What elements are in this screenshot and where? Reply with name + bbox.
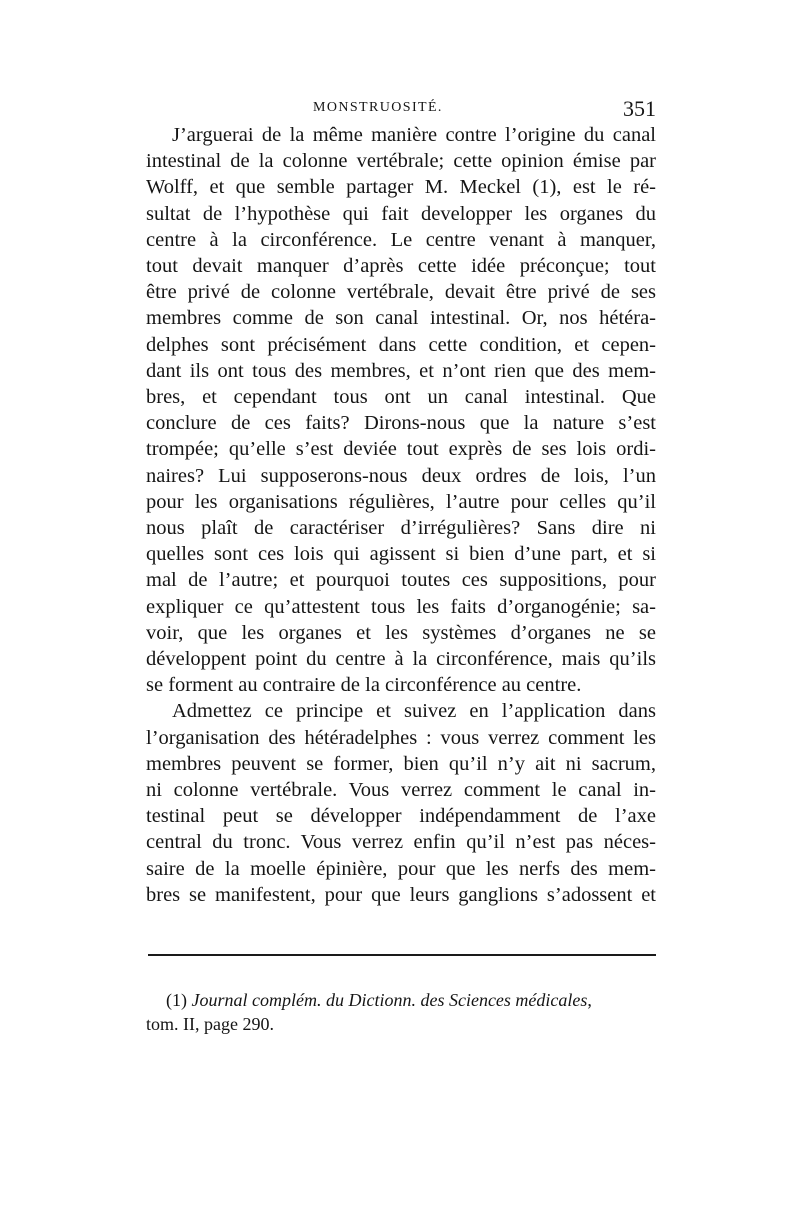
text-line: central du tronc. Vous verrez enfin qu’il n’est pas néces- <box>146 831 656 854</box>
footnote <box>146 988 656 1036</box>
text-line: trompée; qu’elle s’est deviée tout exprès de ses lois ordi- <box>146 438 656 461</box>
text-line: Admettez ce principe et suivez en l’application dans <box>172 700 656 723</box>
text-line: naires? Lui supposerons-nous deux ordres de lois, l’un <box>146 464 656 487</box>
text-line: sultat de l’hypothèse qui fait developper les organes du <box>146 202 656 225</box>
text-line: centre à la circonférence. Le centre venant à manquer, <box>146 228 656 251</box>
text-line: voir, que les organes et les systèmes d’organes ne se <box>146 621 656 644</box>
text-line: pour les organisations régulières, l’autre pour celles qu’il <box>146 490 656 513</box>
text-line: expliquer ce qu’attestent tous les faits d’organogénie; sa- <box>146 595 656 618</box>
text-line: conclure de ces faits? Dirons-nous que la nature s’est <box>146 412 656 435</box>
text-line: être privé de colonne vertébrale, devait être privé de ses <box>146 281 656 304</box>
footnote-line <box>166 988 656 1012</box>
footnote-citation: Journal complém. du Dictionn. des Sciences médicales <box>191 990 588 1010</box>
text-line: Wolff, et que semble partager M. Meckel (1), est le ré- <box>146 176 656 199</box>
running-head <box>146 96 656 120</box>
text-line: dant ils ont tous des membres, et n’ont rien que des mem- <box>146 359 656 382</box>
text-line: membres peuvent se former, bien qu’il n’y ait ni sacrum, <box>146 752 656 775</box>
text-line: delphes sont précisément dans cette condition, et cepen- <box>146 333 656 356</box>
body-text <box>146 122 656 908</box>
footnote-line: tom. II, page 290. <box>146 1014 274 1034</box>
footnote-marker: (1) <box>166 990 187 1010</box>
text-line: nous plaît de caractériser d’irrégulières? Sans dire ni <box>146 517 656 540</box>
text-line: tout devait manquer d’après cette idée préconçue; tout <box>146 255 656 278</box>
text-line: mal de l’autre; et pourquoi toutes ces suppositions, pour <box>146 569 656 592</box>
text-line: membres comme de son canal intestinal. Or, nos hétéra- <box>146 307 656 330</box>
text-line: J’arguerai de la même manière contre l’origine du canal <box>172 124 656 146</box>
paragraph-1 <box>146 122 656 698</box>
text-line: l’organisation des hétéradelphes : vous verrez comment les <box>146 726 656 749</box>
text-line: quelles sont ces lois qui agissent si bien d’une part, et si <box>146 543 656 566</box>
page-number: 351 <box>623 96 656 121</box>
text-line: bres, et cependant tous ont un canal intestinal. Que <box>146 386 656 409</box>
footnote-rule <box>148 954 656 956</box>
running-title: MONSTRUOSITÉ. <box>313 100 443 115</box>
text-line: se forment au contraire de la circonférence au centre. <box>146 674 582 697</box>
footnote-punct: , <box>587 990 592 1010</box>
paragraph-2 <box>146 698 656 908</box>
text-line: développent point du centre à la circonférence, mais qu’ils <box>146 648 656 671</box>
text-line: bres se manifestent, pour que leurs ganglions s’adossent et <box>146 883 656 906</box>
text-line: saire de la moelle épinière, pour que les nerfs des mem- <box>146 857 656 880</box>
text-line: ni colonne vertébrale. Vous verrez comment le canal in- <box>146 779 656 802</box>
text-line: intestinal de la colonne vertébrale; cette opinion émise par <box>146 150 656 173</box>
text-line: testinal peut se développer indépendamment de l’axe <box>146 805 656 828</box>
